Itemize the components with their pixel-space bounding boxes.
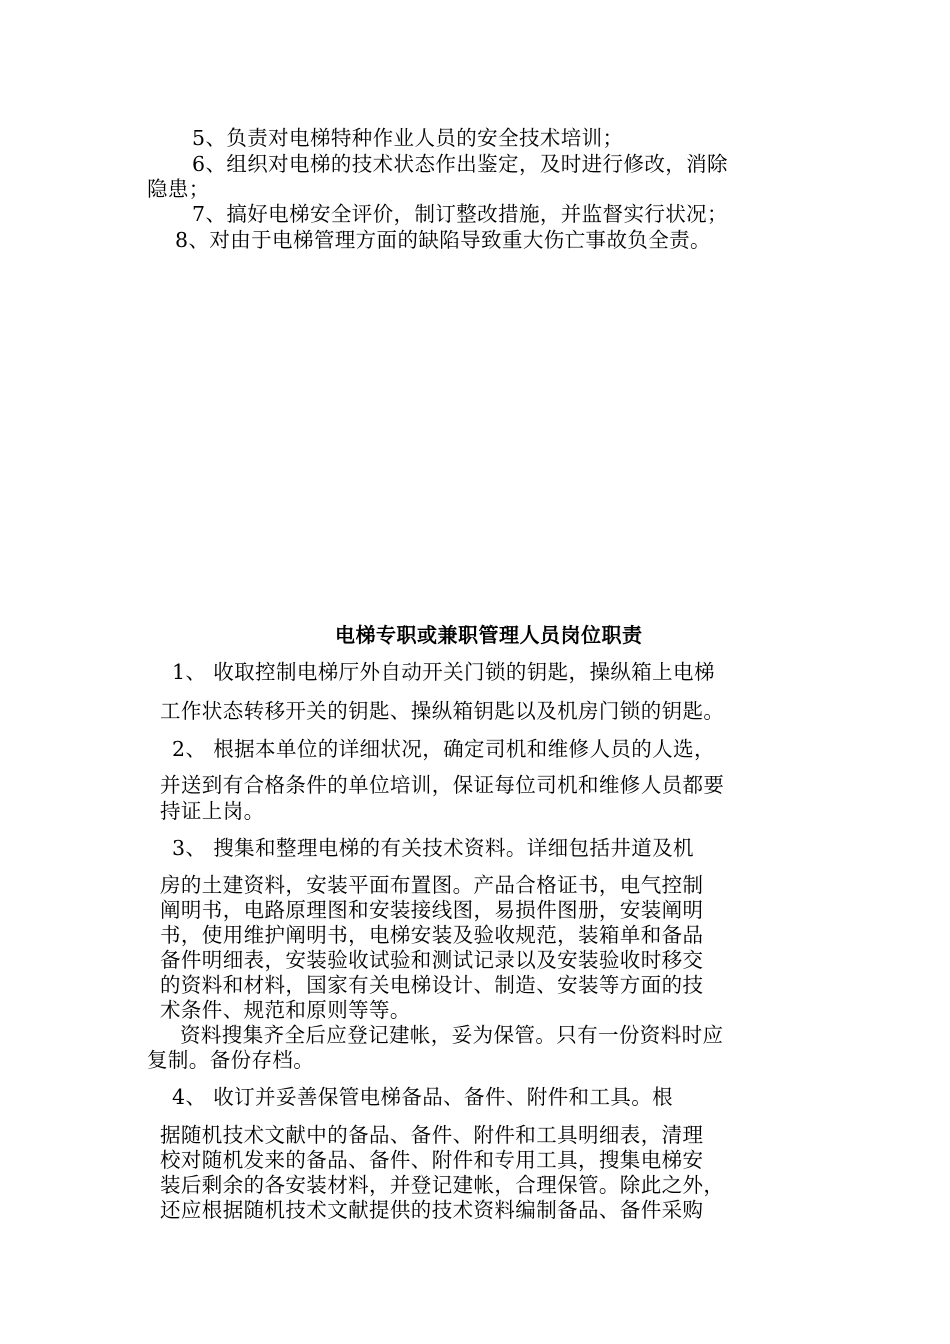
- section-title: 电梯专职或兼职管理人员岗位职责: [335, 623, 643, 647]
- paragraph-line: 4、 收订并妥善保管电梯备品、备件、附件和工具。根: [172, 1085, 674, 1109]
- list-item: 5、负责对电梯特种作业人员的安全技术培训；: [192, 126, 624, 150]
- list-item: 8、对由于电梯管理方面的缺陷导致重大伤亡事故负全责。: [175, 228, 711, 252]
- paragraph-line: 备件明细表，安装验收试验和测试记录以及安装验收时移交: [160, 948, 704, 972]
- paragraph-line: 复制。备份存档。: [147, 1048, 315, 1072]
- list-item: 6、组织对电梯的技术状态作出鉴定，及时进行修改，消除: [192, 152, 728, 176]
- paragraph-line: 校对随机发来的备品、备件、附件和专用工具，搜集电梯安: [160, 1148, 704, 1172]
- paragraph-line: 还应根据随机技术文献提供的技术资料编制备品、备件采购: [160, 1198, 704, 1222]
- paragraph-line: 书，使用维护阐明书，电梯安装及验收规范，装箱单和备品: [160, 923, 704, 947]
- paragraph-line: 持证上岗。: [160, 799, 265, 823]
- paragraph-line: 术条件、规范和原则等等。: [160, 998, 411, 1022]
- paragraph-line: 1、 收取控制电梯厅外自动开关门锁的钥匙，操纵箱上电梯: [172, 660, 715, 684]
- paragraph-line: 装后剩余的各安装材料，并登记建帐，合理保管。除此之外，: [160, 1173, 725, 1197]
- list-item-continuation: 隐患；: [147, 177, 210, 201]
- paragraph-line: 资料搜集齐全后应登记建帐，妥为保管。只有一份资料时应: [180, 1023, 724, 1047]
- paragraph-line: 2、 根据本单位的详细状况，确定司机和维修人员的人选，: [172, 737, 715, 761]
- paragraph-line: 据随机技术文献中的备品、备件、附件和工具明细表，清理: [160, 1123, 704, 1147]
- paragraph-line: 3、 搜集和整理电梯的有关技术资料。详细包括井道及机: [172, 836, 694, 860]
- paragraph-line: 阐明书，电路原理图和安装接线图，易损件图册，安装阐明: [160, 898, 704, 922]
- paragraph-line: 房的土建资料，安装平面布置图。产品合格证书，电气控制: [160, 873, 704, 897]
- paragraph-line: 工作状态转移开关的钥匙、操纵箱钥匙以及机房门锁的钥匙。: [160, 699, 725, 723]
- list-item: 7、搞好电梯安全评价，制订整改措施，并监督实行状况；: [192, 202, 728, 226]
- paragraph-line: 的资料和材料，国家有关电梯设计、制造、安装等方面的技: [160, 973, 704, 997]
- paragraph-line: 并送到有合格条件的单位培训，保证每位司机和维修人员都要: [160, 773, 725, 797]
